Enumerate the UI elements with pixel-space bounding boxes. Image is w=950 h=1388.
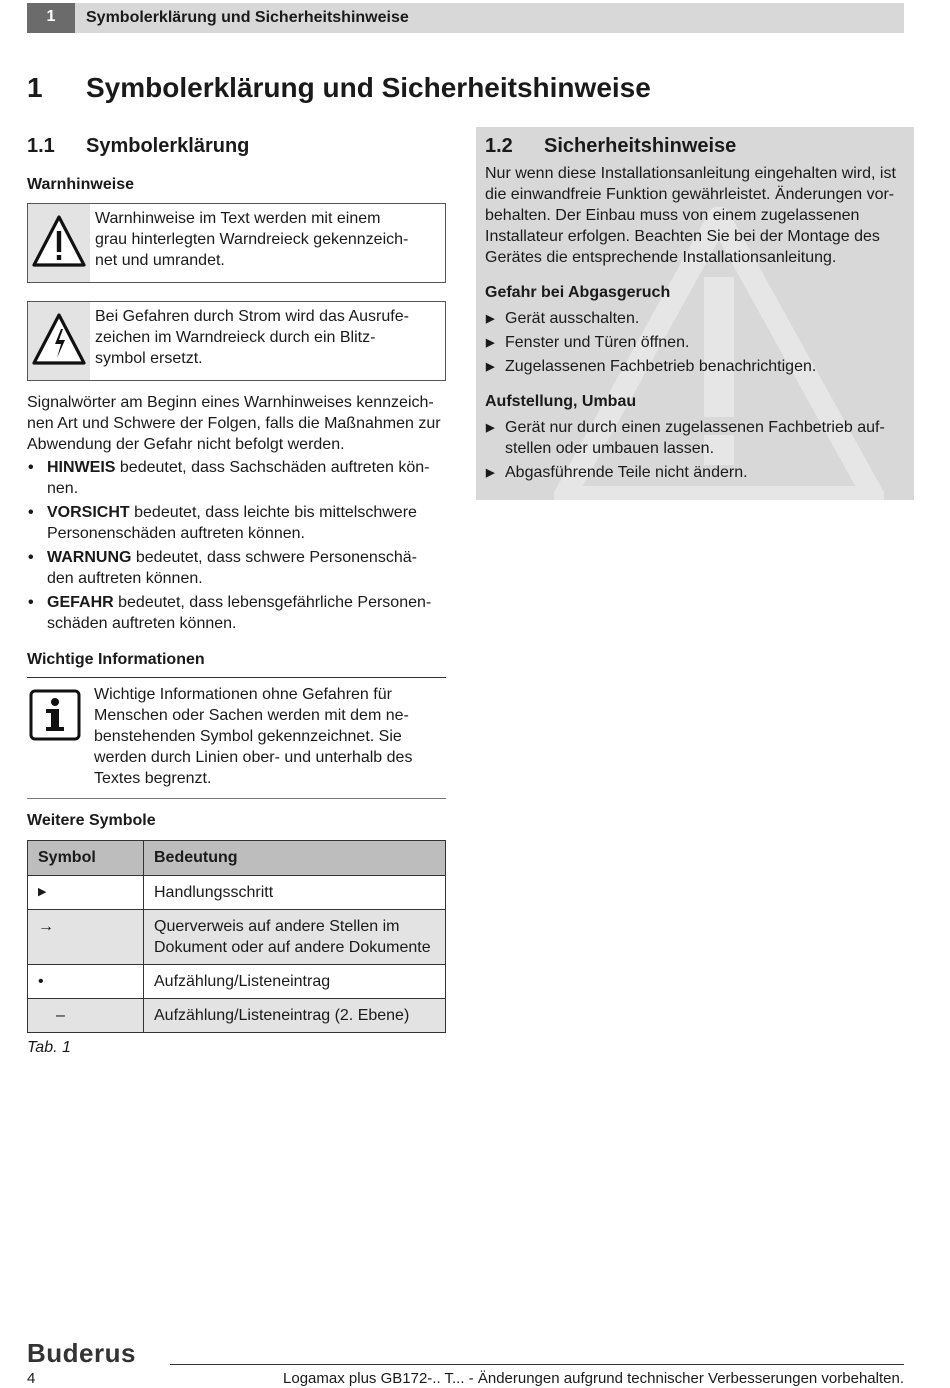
- warning-box-electric-text: [95, 306, 437, 369]
- text-line: Aufzählung/Listeneintrag: [154, 973, 331, 990]
- signal-words-list: [27, 457, 452, 637]
- text-line: Bei Gefahren durch Strom wird das Ausrufe-: [95, 308, 409, 325]
- setup-heading: Aufstellung, Umbau: [485, 393, 637, 410]
- table-cell-meaning: [144, 876, 446, 910]
- list-text: bedeutet, dass Sachschäden auftreten kön-: [115, 459, 430, 476]
- text-line: Signalwörter am Beginn eines Warnhinweises kennzeich-: [27, 394, 434, 411]
- text-line: Dokument oder auf andere Dokumente: [154, 939, 431, 956]
- weitere-symbole-heading: Weitere Symbole: [27, 812, 156, 829]
- table-row: [28, 876, 446, 910]
- chapter-number: 1: [27, 72, 43, 103]
- safety-intro: [485, 163, 913, 268]
- list-text: bedeutet, dass leichte bis mittelschwere: [129, 504, 417, 521]
- table-header-meaning: Bedeutung: [144, 841, 446, 876]
- section-1-2-title: [485, 135, 736, 158]
- list-item: • WARNUNG bedeutet, dass schwere Personenschä- den auftreten können.: [28, 549, 417, 587]
- gas-smell-list: [485, 308, 913, 380]
- table-cell-symbol: •: [28, 965, 144, 999]
- list-text: bedeutet, dass schwere Personenschä-: [131, 549, 417, 566]
- table-cell-meaning: [144, 999, 446, 1033]
- list-item: ▶ Zugelassenen Fachbetrieb benachrichtigen.: [486, 358, 817, 375]
- electric-icon-cell: [28, 302, 90, 380]
- warning-icon-cell: [28, 204, 90, 282]
- text-line: grau hinterlegten Warndreieck gekennzeich-: [95, 231, 409, 248]
- text-line: Menschen oder Sachen werden mit dem ne-: [94, 707, 409, 724]
- text-line: die einwandfreie Funktion gewährleistet. Änderungen vor-: [485, 186, 895, 203]
- table-caption: Tab. 1: [27, 1039, 71, 1056]
- list-item: ▶ Fenster und Türen öffnen.: [486, 334, 690, 351]
- list-text: Gerät nur durch einen zugelassenen Fachbetrieb auf-: [505, 419, 885, 436]
- warning-box-general: [27, 203, 446, 283]
- list-text: Personenschäden auftreten können.: [47, 525, 305, 542]
- list-text: nen.: [47, 480, 79, 497]
- list-text: stellen oder umbauen lassen.: [505, 440, 715, 457]
- chapter-title: [27, 72, 651, 104]
- text-line: Textes begrenzt.: [94, 770, 212, 787]
- info-icon: [29, 689, 81, 741]
- text-line: Nur wenn diese Installationsanleitung eingehalten wird, ist: [485, 165, 896, 182]
- running-header-title: Symbolerklärung und Sicherheitshinweise: [86, 9, 409, 26]
- warnhinweise-heading: Warnhinweise: [27, 176, 134, 193]
- warning-box-general-text: [95, 208, 437, 271]
- table-cell-meaning: [144, 965, 446, 999]
- text-line: werden durch Linien ober- und unterhalb des: [94, 749, 413, 766]
- text-line: Abwendung der Gefahr nicht befolgt werden.: [27, 436, 345, 453]
- list-text: Fenster und Türen öffnen.: [505, 334, 690, 351]
- section-1-2-title-text: Sicherheitshinweise: [544, 135, 737, 157]
- list-item: • VORSICHT bedeutet, dass leichte bis mittelschwere Personenschäden auftreten können.: [28, 504, 417, 542]
- signal-word: HINWEIS: [47, 459, 116, 476]
- table-cell-symbol: ▶: [28, 876, 144, 910]
- footer-divider: [170, 1364, 904, 1365]
- table-cell-symbol: →: [28, 910, 144, 965]
- text-line: nen Art und Schwere der Folgen, falls die Maßnahmen zur: [27, 415, 441, 432]
- gas-smell-heading: Gefahr bei Abgasgeruch: [485, 284, 671, 301]
- list-text: bedeutet, dass lebensgefährliche Personen-: [113, 594, 432, 611]
- signal-words-paragraph: [27, 392, 447, 455]
- warning-box-electric: [27, 301, 446, 381]
- list-item: • HINWEIS bedeutet, dass Sachschäden auftreten kön- nen.: [28, 459, 430, 497]
- list-item: • GEFAHR bedeutet, dass lebensgefährliche Personen- schäden auftreten können.: [28, 594, 432, 632]
- signal-word: GEFAHR: [47, 594, 114, 611]
- text-line: Gerätes die entsprechende Installationsanleitung.: [485, 249, 837, 266]
- section-1-1-title: [27, 135, 249, 158]
- section-1-1-title-text: Symbolerklärung: [86, 135, 250, 157]
- table-row: [28, 999, 446, 1033]
- running-header-number: 1: [27, 3, 75, 33]
- table-header-row: [28, 841, 446, 876]
- list-item: ▶ Gerät nur durch einen zugelassenen Fachbetrieb auf- stellen oder umbauen lassen.: [486, 419, 885, 457]
- running-header: [27, 3, 904, 33]
- list-item: ▶ Abgasführende Teile nicht ändern.: [486, 464, 748, 481]
- text-line: Installateur erfolgen. Beachten Sie bei der Montage des: [485, 228, 880, 245]
- list-text: Gerät ausschalten.: [505, 310, 640, 327]
- info-heading: Wichtige Informationen: [27, 651, 205, 668]
- page-number: 4: [27, 1370, 36, 1387]
- table-row: [28, 910, 446, 965]
- info-box-text: [94, 684, 438, 789]
- setup-list: [485, 417, 913, 486]
- table-row: [28, 965, 446, 999]
- text-line: Wichtige Informationen ohne Gefahren für: [94, 686, 392, 703]
- table-cell-symbol: –: [28, 999, 144, 1033]
- list-text: Abgasführende Teile nicht ändern.: [505, 464, 748, 481]
- warning-triangle-icon: [31, 213, 87, 271]
- table-header-symbol: Symbol: [28, 841, 144, 876]
- text-line: benstehenden Symbol gekennzeichnet. Sie: [94, 728, 402, 745]
- safety-panel: [476, 127, 914, 500]
- buderus-logo: Buderus: [27, 1338, 136, 1368]
- section-1-1-number: 1.1: [27, 135, 55, 157]
- table-cell-meaning: [144, 910, 446, 965]
- text-line: Aufzählung/Listeneintrag (2. Ebene): [154, 1007, 410, 1024]
- signal-word: WARNUNG: [47, 549, 132, 566]
- electric-warning-triangle-icon: [31, 311, 87, 369]
- text-line: symbol ersetzt.: [95, 350, 203, 367]
- list-text: Zugelassenen Fachbetrieb benachrichtigen.: [505, 358, 817, 375]
- text-line: behalten. Der Einbau muss von einem zugelassenen: [485, 207, 860, 224]
- list-text: schäden auftreten können.: [47, 615, 237, 632]
- signal-word: VORSICHT: [47, 504, 130, 521]
- text-line: Handlungsschritt: [154, 884, 274, 901]
- text-line: Querverweis auf andere Stellen im: [154, 918, 400, 935]
- section-1-2-number: 1.2: [485, 135, 513, 157]
- text-line: net und umrandet.: [95, 252, 225, 269]
- text-line: zeichen im Warndreieck durch ein Blitz-: [95, 329, 376, 346]
- list-text: den auftreten können.: [47, 570, 203, 587]
- footer-text: Logamax plus GB172-.. T... - Änderungen aufgrund technischer Verbesserungen vorbehalten.: [283, 1370, 904, 1387]
- symbol-table: [27, 840, 446, 1033]
- list-item: ▶ Gerät ausschalten.: [486, 310, 640, 327]
- chapter-title-text: Symbolerklärung und Sicherheitshinweise: [86, 72, 651, 103]
- info-box: [27, 677, 446, 799]
- text-line: Warnhinweise im Text werden mit einem: [95, 210, 381, 227]
